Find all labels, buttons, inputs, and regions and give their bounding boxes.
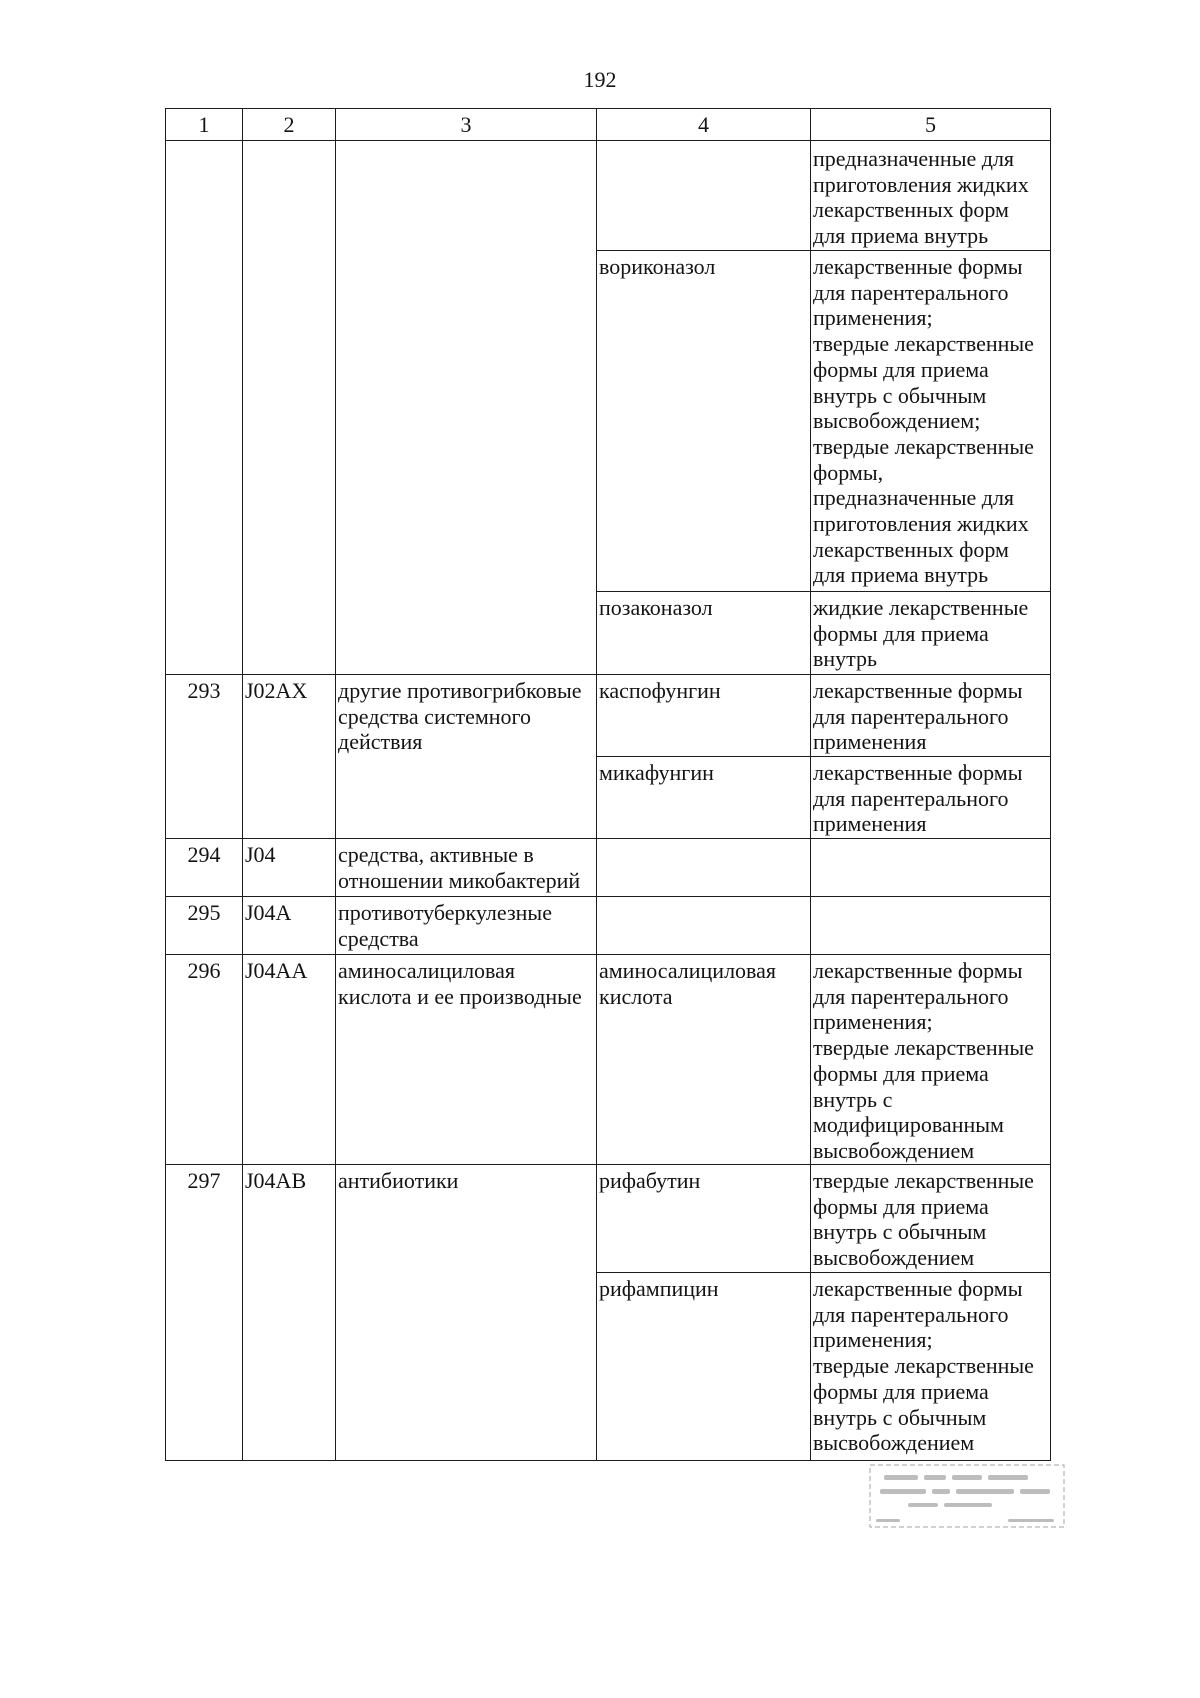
table-row xyxy=(166,1165,1051,1273)
dosage-forms-cell: лекарственные формы для парентерального применения xyxy=(811,757,1051,839)
dosage-forms-cell: жидкие лекарственные формы для приема внутрь xyxy=(811,592,1051,675)
dosage-forms-cell: твердые лекарственные формы для приема внутрь с обычным высвобождением xyxy=(811,1165,1051,1273)
dosage-forms-cell: предназначенные для приготовления жидких лекарственных форм для приема внутрь xyxy=(811,141,1051,251)
atc-code-cell: J04AB xyxy=(243,1165,336,1461)
drug-name-cell: микафунгин xyxy=(597,757,811,839)
drug-name-cell: позаконазол xyxy=(597,592,811,675)
row-number-cell: 297 xyxy=(166,1165,243,1461)
header-row xyxy=(166,109,1051,141)
table-row xyxy=(166,675,1051,757)
atc-code-cell xyxy=(243,141,336,675)
row-number-cell xyxy=(166,141,243,675)
dosage-forms-cell: лекарственные формы для парентерального применения; твердые лекарственные формы для приема внутрь с обычным высвобождением xyxy=(811,1273,1051,1461)
column-header: 1 xyxy=(166,109,243,141)
table-row xyxy=(166,141,1051,251)
atc-code-cell: J04AA xyxy=(243,955,336,1165)
column-header: 5 xyxy=(811,109,1051,141)
drug-name-cell: каспофунгин xyxy=(597,675,811,757)
drug-name-cell: аминосалициловая кислота xyxy=(597,955,811,1165)
atc-group-cell xyxy=(336,141,597,675)
dosage-forms-cell: лекарственные формы для парентерального применения; твердые лекарственные формы для приема внутрь с обычным высвобождением; твердые лекарственные формы, предназначенные для приготовления жидких лекарственных форм для приема внутрь xyxy=(811,251,1051,592)
table-row xyxy=(166,897,1051,955)
table-row xyxy=(166,955,1051,1165)
column-header: 2 xyxy=(243,109,336,141)
dosage-forms-cell: лекарственные формы для парентерального применения; твердые лекарственные формы для приема внутрь с модифицированным высвобождением xyxy=(811,955,1051,1165)
atc-group-cell: другие противогрибковые средства системного действия xyxy=(336,675,597,839)
drug-name-cell: рифампицин xyxy=(597,1273,811,1461)
atc-code-cell: J04A xyxy=(243,897,336,955)
dosage-forms-cell: лекарственные формы для парентерального применения xyxy=(811,675,1051,757)
drug-name-cell xyxy=(597,839,811,897)
stamp-icon xyxy=(868,1463,1066,1533)
table-row xyxy=(166,839,1051,897)
column-header: 3 xyxy=(336,109,597,141)
page-number: 192 xyxy=(583,67,617,92)
row-number-cell: 295 xyxy=(166,897,243,955)
atc-group-cell: аминосалициловая кислота и ее производные xyxy=(336,955,597,1165)
atc-group-cell: средства, активные в отношении микобактерий xyxy=(336,839,597,897)
atc-group-cell: антибиотики xyxy=(336,1165,597,1461)
dosage-forms-cell xyxy=(811,897,1051,955)
row-number-cell: 294 xyxy=(166,839,243,897)
drug-name-cell: вориконазол xyxy=(597,251,811,592)
atc-code-cell: J02AX xyxy=(243,675,336,839)
atc-group-cell: противотуберкулезные средства xyxy=(336,897,597,955)
atc-code-cell: J04 xyxy=(243,839,336,897)
row-number-cell: 296 xyxy=(166,955,243,1165)
drug-name-cell xyxy=(597,897,811,955)
dosage-forms-cell xyxy=(811,839,1051,897)
drug-name-cell: рифабутин xyxy=(597,1165,811,1273)
row-number-cell: 293 xyxy=(166,675,243,839)
drug-name-cell xyxy=(597,141,811,251)
column-header: 4 xyxy=(597,109,811,141)
medicines-table xyxy=(165,108,1051,1461)
